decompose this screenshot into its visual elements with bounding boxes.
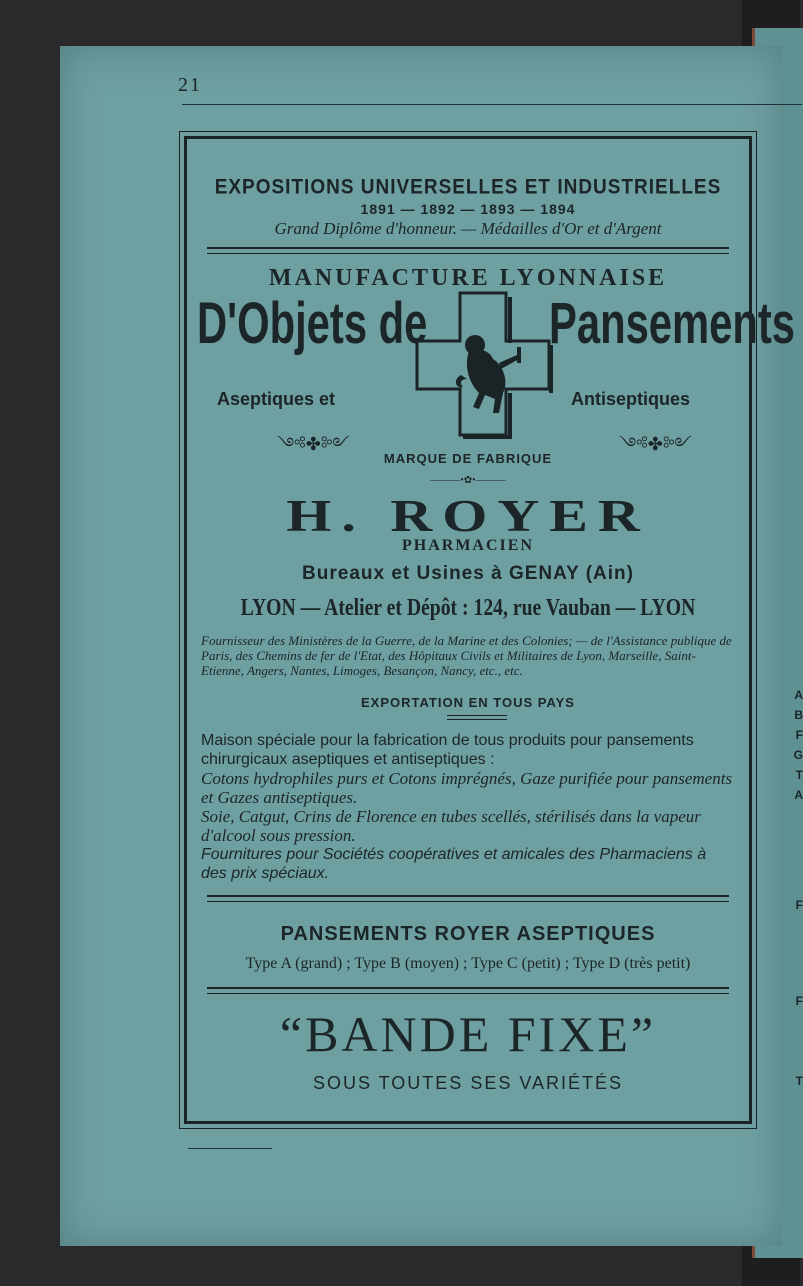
next-page-fragment: F	[795, 994, 803, 1008]
profession-title: PHARMACIEN	[402, 537, 534, 554]
description-fournitures: Fournitures pour Sociétés coopératives et amicales des Pharmaciens à des prix spéciaux.	[201, 846, 707, 882]
exposition-years: 1891 — 1892 — 1893 — 1894	[360, 201, 576, 217]
company-name: H. ROYER	[286, 490, 650, 541]
next-page-fragment: A	[794, 788, 803, 802]
aseptiques-subheading: Aseptiques et	[217, 389, 336, 409]
offices-line: Bureaux et Usines à GENAY (Ain)	[302, 563, 634, 584]
bande-fixe-subtitle: SOUS TOUTES SES VARIÉTÉS	[312, 1073, 624, 1093]
objets-de-heading: D'Objets de	[197, 291, 428, 356]
workshop-address: LYON — Atelier et Dépôt : 124, rue Vauban — LYON	[240, 595, 696, 621]
next-page-fragment: B	[794, 708, 803, 722]
product-description	[201, 725, 735, 883]
bande-fixe-heading: “BANDE FIXE”	[279, 1006, 657, 1062]
double-rule	[207, 895, 729, 902]
double-rule	[207, 247, 729, 254]
advertisement-page	[60, 46, 796, 1246]
top-rule	[182, 104, 802, 105]
manufacture-heading: MANUFACTURE LYONNAISE	[268, 265, 668, 291]
double-rule	[207, 987, 729, 994]
next-page-fragment: T	[795, 1074, 803, 1088]
expositions-heading: EXPOSITIONS UNIVERSELLES ET INDUSTRIELLES	[214, 175, 722, 199]
advertisement-frame	[184, 136, 796, 1124]
pansements-heading: Pansements	[549, 291, 796, 356]
description-cotons: Cotons hydrophiles purs et Cotons imprégnés, Gaze purifiée pour pansements et Gazes antiseptiques.	[201, 769, 733, 807]
awards-line: Grand Diplôme d'honneur. — Médailles d'Or et d'Argent	[274, 219, 662, 238]
description-soie: Soie, Catgut, Crins de Florence en tubes scellés, stérilisés dans la vapeur d'alcool sous pression.	[201, 807, 701, 845]
antiseptiques-subheading: Antiseptiques	[571, 389, 691, 409]
pansement-types: Type A (grand) ; Type B (moyen) ; Type C (petit) ; Type D (très petit)	[245, 955, 691, 972]
next-page-fragment: T	[795, 768, 803, 782]
short-rule	[447, 715, 507, 720]
trademark-caption: MARQUE DE FABRIQUE	[383, 451, 553, 466]
description-intro: Maison spéciale pour la fabrication de tous produits pour pansements chirurgicaux aseptiques et antiseptiques :	[201, 732, 694, 768]
next-page-fragment: A	[794, 688, 803, 702]
next-page-fragment: F	[795, 898, 803, 912]
pansements-royer-heading: PANSEMENTS ROYER ASEPTIQUES	[280, 923, 656, 945]
export-line: EXPORTATION EN TOUS PAYS	[361, 695, 575, 710]
ornamental-separator: ———•✿•———	[430, 475, 506, 486]
right-ornament-icon: ༺✤༻	[619, 434, 692, 454]
left-ornament-icon: ༺✤༻	[277, 434, 350, 454]
bottom-rule	[188, 1148, 272, 1149]
next-page-fragment: G	[793, 748, 803, 762]
next-page-fragment: F	[795, 728, 803, 742]
supplier-paragraph: Fournisseur des Ministères de la Guerre, de la Marine et des Colonies; — de l'Assistance publique de Paris, des Chemins de fer de l'Etat, des Hôpitaux Civils et Militaires de Lyon, Marseille, Saint-Etienne, Angers, Nantes, Limoges, Besançon, Nancy, etc., etc.	[201, 633, 732, 678]
red-cross-lion-trademark-icon	[413, 289, 553, 439]
page-number: 21	[178, 74, 202, 96]
